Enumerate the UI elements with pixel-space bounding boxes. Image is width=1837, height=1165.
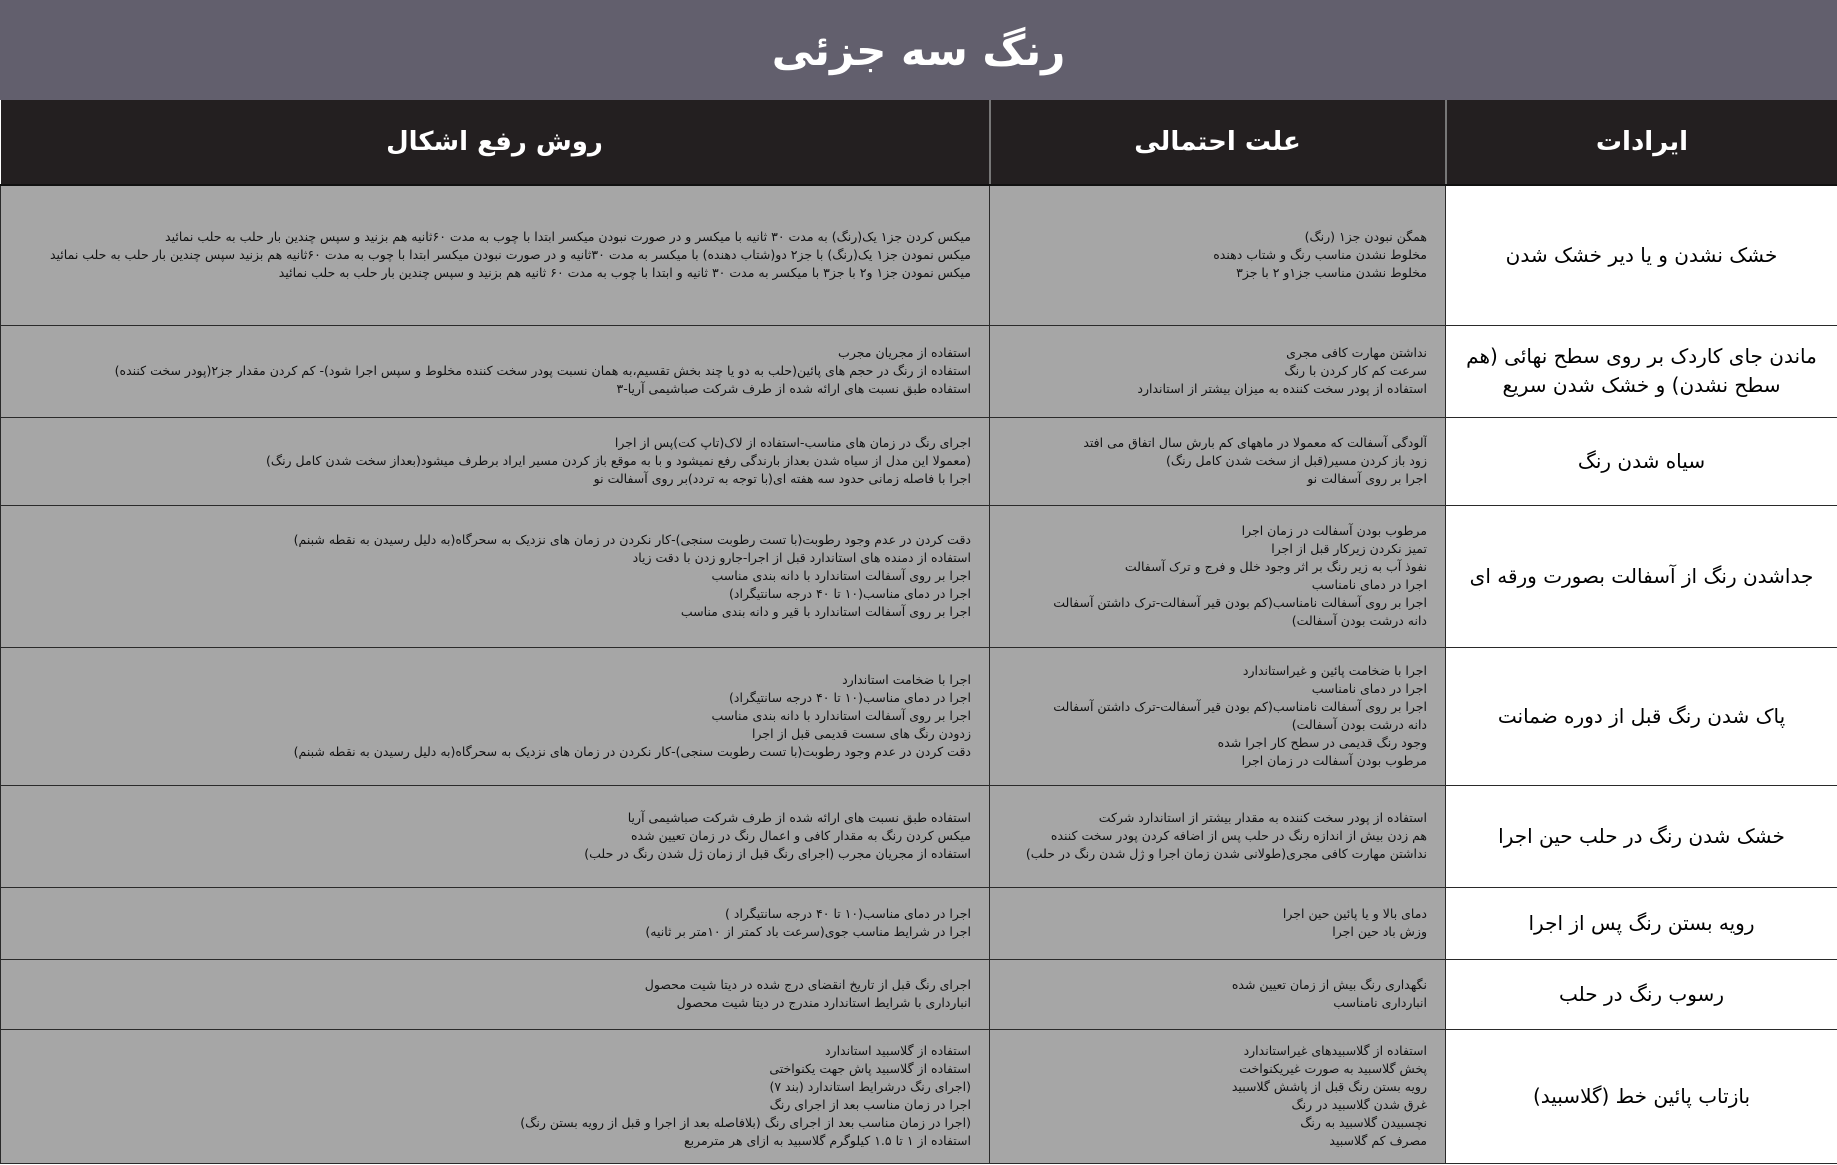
cause-line: اجرا بر روی آسفالت نامناسب(کم بودن قیر آسفالت-ترک داشتن آسفالت [1053, 595, 1427, 610]
issue-cell: بازتاب پائین خط (گلاسبید) [1446, 1029, 1837, 1163]
issue-cell: سیاه شدن رنگ [1446, 417, 1837, 505]
fix-line: اجرا در زمان مناسب بعد از اجرای رنگ [769, 1097, 971, 1112]
cause-cell [990, 887, 1446, 959]
fix-line: استفاده از مجریان مجرب (اجرای رنگ قبل از زمان ژل شدن رنگ در حلب) [584, 846, 971, 861]
issue-cell: خشک نشدن و یا دیر خشک شدن [1446, 185, 1837, 325]
cause-list [1000, 434, 1427, 488]
fix-list [11, 434, 971, 488]
cause-cell [990, 417, 1446, 505]
issue-cell: پاک شدن رنگ قبل از دوره ضمانت [1446, 647, 1837, 785]
fix-line: استفاده طبق نسبت های ارائه شده از طرف شرکت صباشیمی آریا [627, 810, 971, 825]
cause-line: نداشتن مهارت کافی مجری(طولانی شدن زمان اجرا و ژل شدن رنگ در حلب) [1025, 846, 1427, 861]
fix-list [11, 344, 971, 398]
page-title: رنگ سه جزئی [771, 25, 1066, 75]
fix-cell [1, 887, 990, 959]
cause-cell [990, 185, 1446, 325]
title-bar [0, 0, 1837, 100]
cause-line: غرق شدن گلاسبید در رنگ [1291, 1097, 1427, 1112]
fix-list [11, 905, 971, 941]
issue-cell: رسوب رنگ در حلب [1446, 959, 1837, 1029]
cause-line: استفاده از پودر سخت کننده به میزان بیشتر از استاندارد [1137, 381, 1427, 396]
fix-list [11, 671, 971, 761]
fix-line: زدودن رنگ های سست قدیمی قبل از اجرا [752, 726, 971, 741]
header-causes: علت احتمالی [990, 100, 1446, 185]
cause-cell [990, 505, 1446, 647]
fix-cell [1, 959, 990, 1029]
fix-line: اجرا در دمای مناسب(۱۰ تا ۴۰ درجه سانتیگراد ) [725, 906, 971, 921]
fix-line: اجرا در دمای مناسب(۱۰ تا ۴۰ درجه سانتیگراد) [729, 690, 971, 705]
fix-line: میکس نمودن جز۱ یک(رنگ) با جز۲ دو(شتاب دهنده) با میکسر به مدت ۳۰ثانیه و در صورت نبودن میکسر ابتدا با چوب به مدت ۶۰ثانیه هم بزنید سپس چندین بار حلب به حلب نمائید [49, 247, 971, 263]
cause-cell [990, 325, 1446, 417]
cause-line: مخلوط نشدن مناسب رنگ و شتاب دهنده [1213, 247, 1427, 263]
issue-cell: جداشدن رنگ از آسفالت بصورت ورقه ای [1446, 505, 1837, 647]
fix-list [11, 228, 971, 282]
cause-line: استفاده از پودر سخت کننده به مقدار بیشتر از استاندارد شرکت [1098, 810, 1427, 825]
fix-line: اجرا بر روی آسفالت استاندارد با دانه بندی مناسب [711, 708, 971, 723]
fix-line: انبارداری با شرایط استاندارد مندرج در دیتا شیت محصول [676, 995, 971, 1010]
cause-list [1000, 809, 1427, 863]
cause-line: مخلوط نشدن مناسب جز۱و ۲ با جز۳ [1236, 265, 1427, 281]
cause-line: پخش گلاسبید به صورت غیریکنواخت [1239, 1061, 1427, 1076]
fix-line: میکس نمودن جز۱ و۲ با جز۳ با میکسر به مدت ۳۰ ثانیه و ابتدا با چوب به مدت ۶۰ ثانیه هم بزنید و سپس چندین بار حلب به حلب نمائید [278, 265, 971, 281]
fix-line: استفاده از گلاسبید استاندارد [824, 1043, 971, 1058]
cause-list [1000, 344, 1427, 398]
cause-line: تمیز نکردن زیرکار قبل از اجرا [1271, 541, 1427, 556]
fix-line: استفاده از رنگ در حجم های پائین(حلب به دو یا چند بخش تقسیم،به همان نسبت پودر سخت کننده مخلوط و سپس اجرا شود)- کم کردن مقدار جز۲(پودر سخت کننده) [114, 363, 971, 378]
fix-line: اجرای رنگ قبل از تاریخ انقضای درج شده در دیتا شیت محصول [644, 977, 971, 992]
fix-line: اجرای رنگ در زمان های مناسب-استفاده از لاک(تاپ کت)پس از اجرا [614, 435, 971, 450]
fix-line: میکس کردن جز۱ یک(رنگ) به مدت ۳۰ ثانیه با میکسر و در صورت نبودن میکسر ابتدا با چوب به مدت ۶۰ثانیه هم بزنید و سپس چندین بار حلب به حلب نمائید [165, 229, 971, 245]
fix-cell [1, 1029, 990, 1163]
cause-line: اجرا در دمای نامناسب [1311, 681, 1427, 696]
fix-line: استفاده از گلاسبید پاش جهت یکنواختی [769, 1061, 971, 1076]
fix-cell [1, 325, 990, 417]
cause-line: انبارداری نامناسب [1333, 995, 1427, 1010]
table-row [1, 785, 1837, 887]
fix-line: اجرا با ضخامت استاندارد [842, 672, 971, 687]
fix-line: دقت کردن در عدم وجود رطوبت(با تست رطوبت سنجی)-کار نکردن در زمان های نزدیک به سحرگاه(به دلیل رسیدن به نقطه شبنم) [293, 532, 971, 547]
fix-list [11, 809, 971, 863]
fix-line: دقت کردن در عدم وجود رطوبت(با تست رطوبت سنجی)-کار نکردن در زمان های نزدیک به سحرگاه(به دلیل رسیدن به نقطه شبنم) [293, 744, 971, 759]
cause-line: اجرا بر روی آسفالت نامناسب(کم بودن قیر آسفالت-ترک داشتن آسفالت [1053, 699, 1427, 714]
cause-line: استفاده از گلاسبیدهای غیراستاندارد [1243, 1043, 1427, 1058]
table-row [1, 417, 1837, 505]
cause-line: هم زدن بیش از اندازه رنگ در حلب پس از اضافه کردن پودر سخت کننده [1050, 828, 1427, 843]
cause-line: وزش باد حین اجرا [1332, 924, 1427, 939]
fix-cell [1, 185, 990, 325]
cause-list [1000, 662, 1427, 770]
cause-line: دانه درشت بودن آسفالت) [1291, 717, 1427, 732]
table-row [1, 505, 1837, 647]
table-row [1, 959, 1837, 1029]
cause-line: آلودگی آسفالت که معمولا در ماههای کم بارش سال اتفاق می افتد [1083, 435, 1427, 450]
fix-list [11, 1042, 971, 1150]
cause-cell [990, 647, 1446, 785]
fix-line: اجرا بر روی آسفالت استاندارد با قیر و دانه بندی مناسب [680, 604, 971, 619]
cause-line: نچسبیدن گلاسبید به رنگ [1300, 1115, 1427, 1130]
cause-cell [990, 1029, 1446, 1163]
fix-line: اجرا با فاصله زمانی حدود سه هفته ای(با توجه به تردد)بر روی آسفالت نو [593, 471, 971, 486]
fix-line: اجرا در شرایط مناسب جوی(سرعت باد کمتر از ۱۰متر بر ثانیه) [645, 924, 971, 939]
cause-line: زود باز کردن مسیر(قبل از سخت شدن کامل رنگ) [1166, 453, 1427, 468]
fix-line: استفاده طبق نسبت های ارائه شده از طرف شرکت صباشیمی آریا-۳ [616, 381, 971, 396]
cause-line: مرطوب بودن آسفالت در زمان اجرا [1241, 523, 1427, 538]
cause-line: وجود رنگ قدیمی در سطح کار اجرا شده [1217, 735, 1427, 750]
table-row [1, 185, 1837, 325]
fix-line: اجرا بر روی آسفالت استاندارد با دانه بندی مناسب [711, 568, 971, 583]
table-body [1, 185, 1837, 1163]
cause-line: رویه بستن رنگ قبل از پاشش گلاسبید [1231, 1079, 1427, 1094]
fix-cell [1, 417, 990, 505]
cause-line: دانه درشت بودن آسفالت) [1291, 613, 1427, 628]
fix-list [11, 976, 971, 1012]
troubleshooting-table [0, 100, 1837, 1164]
fix-line: میکس کردن رنگ به مقدار کافی و اعمال رنگ در زمان تعیین شده [631, 828, 971, 843]
fix-line: (اجرا در زمان مناسب بعد از اجرای رنگ (بلافاصله بعد از اجرا و قبل از رویه بستن رنگ) [520, 1115, 971, 1130]
cause-line: مصرف کم گلاسبید [1329, 1133, 1427, 1148]
table-header-row [1, 100, 1837, 185]
cause-line: سرعت کم کار کردن با رنگ [1284, 363, 1427, 378]
fix-list [11, 531, 971, 621]
table-row [1, 887, 1837, 959]
fix-line: (اجرای رنگ درشرایط استاندارد (بند ۷) [769, 1079, 971, 1094]
cause-line: اجرا در دمای نامناسب [1311, 577, 1427, 592]
fix-line: استفاده از ۱ تا ۱.۵ کیلوگرم گلاسبید به ازای هر مترمربع [683, 1133, 971, 1148]
cause-line: نفوذ آب به زیر رنگ بر اثر وجود خلل و فرج و ترک آسفالت [1124, 559, 1427, 574]
table-row [1, 325, 1837, 417]
cause-line: اجرا با ضخامت پائین و غیراستاندارد [1242, 663, 1427, 678]
fix-line: (معمولا این مدل از سیاه شدن بعداز بارندگی رفع نمیشود و با به موقع باز کردن مسیر ایراد برطرف میشود(بعداز سخت شدن کامل رنگ) [266, 453, 971, 468]
cause-cell [990, 959, 1446, 1029]
table-row [1, 1029, 1837, 1163]
fix-line: استفاده از دمنده های استاندارد قبل از اجرا-جارو زدن با دقت زیاد [632, 550, 971, 565]
cause-line: همگن نبودن جز۱ (رنگ) [1304, 229, 1427, 245]
header-issues: ایرادات [1446, 100, 1837, 185]
cause-list [1000, 522, 1427, 630]
issue-cell: خشک شدن رنگ در حلب حین اجرا [1446, 785, 1837, 887]
cause-line: نداشتن مهارت کافی مجری [1286, 345, 1427, 360]
fix-line: اجرا در دمای مناسب(۱۰ تا ۴۰ درجه سانتیگراد) [729, 586, 971, 601]
issue-cell: ماندن جای کاردک بر روی سطح نهائی (هم سطح نشدن) و خشک شدن سریع [1446, 325, 1837, 417]
cause-cell [990, 785, 1446, 887]
fix-cell [1, 647, 990, 785]
cause-list [1000, 976, 1427, 1012]
cause-list [1000, 905, 1427, 941]
cause-line: دمای بالا و یا پائین حین اجرا [1282, 906, 1427, 921]
fix-line: استفاده از مجریان مجرب [838, 345, 971, 360]
issue-cell: رویه بستن رنگ پس از اجرا [1446, 887, 1837, 959]
cause-line: اجرا بر روی آسفالت نو [1307, 471, 1427, 486]
cause-line: مرطوب بودن آسفالت در زمان اجرا [1241, 753, 1427, 768]
table-row [1, 647, 1837, 785]
header-fixes: روش رفع اشکال [1, 100, 990, 185]
fix-cell [1, 785, 990, 887]
fix-cell [1, 505, 990, 647]
cause-line: نگهداری رنگ بیش از زمان تعیین شده [1231, 977, 1427, 992]
cause-list [1000, 1042, 1427, 1150]
cause-list [1000, 228, 1427, 282]
